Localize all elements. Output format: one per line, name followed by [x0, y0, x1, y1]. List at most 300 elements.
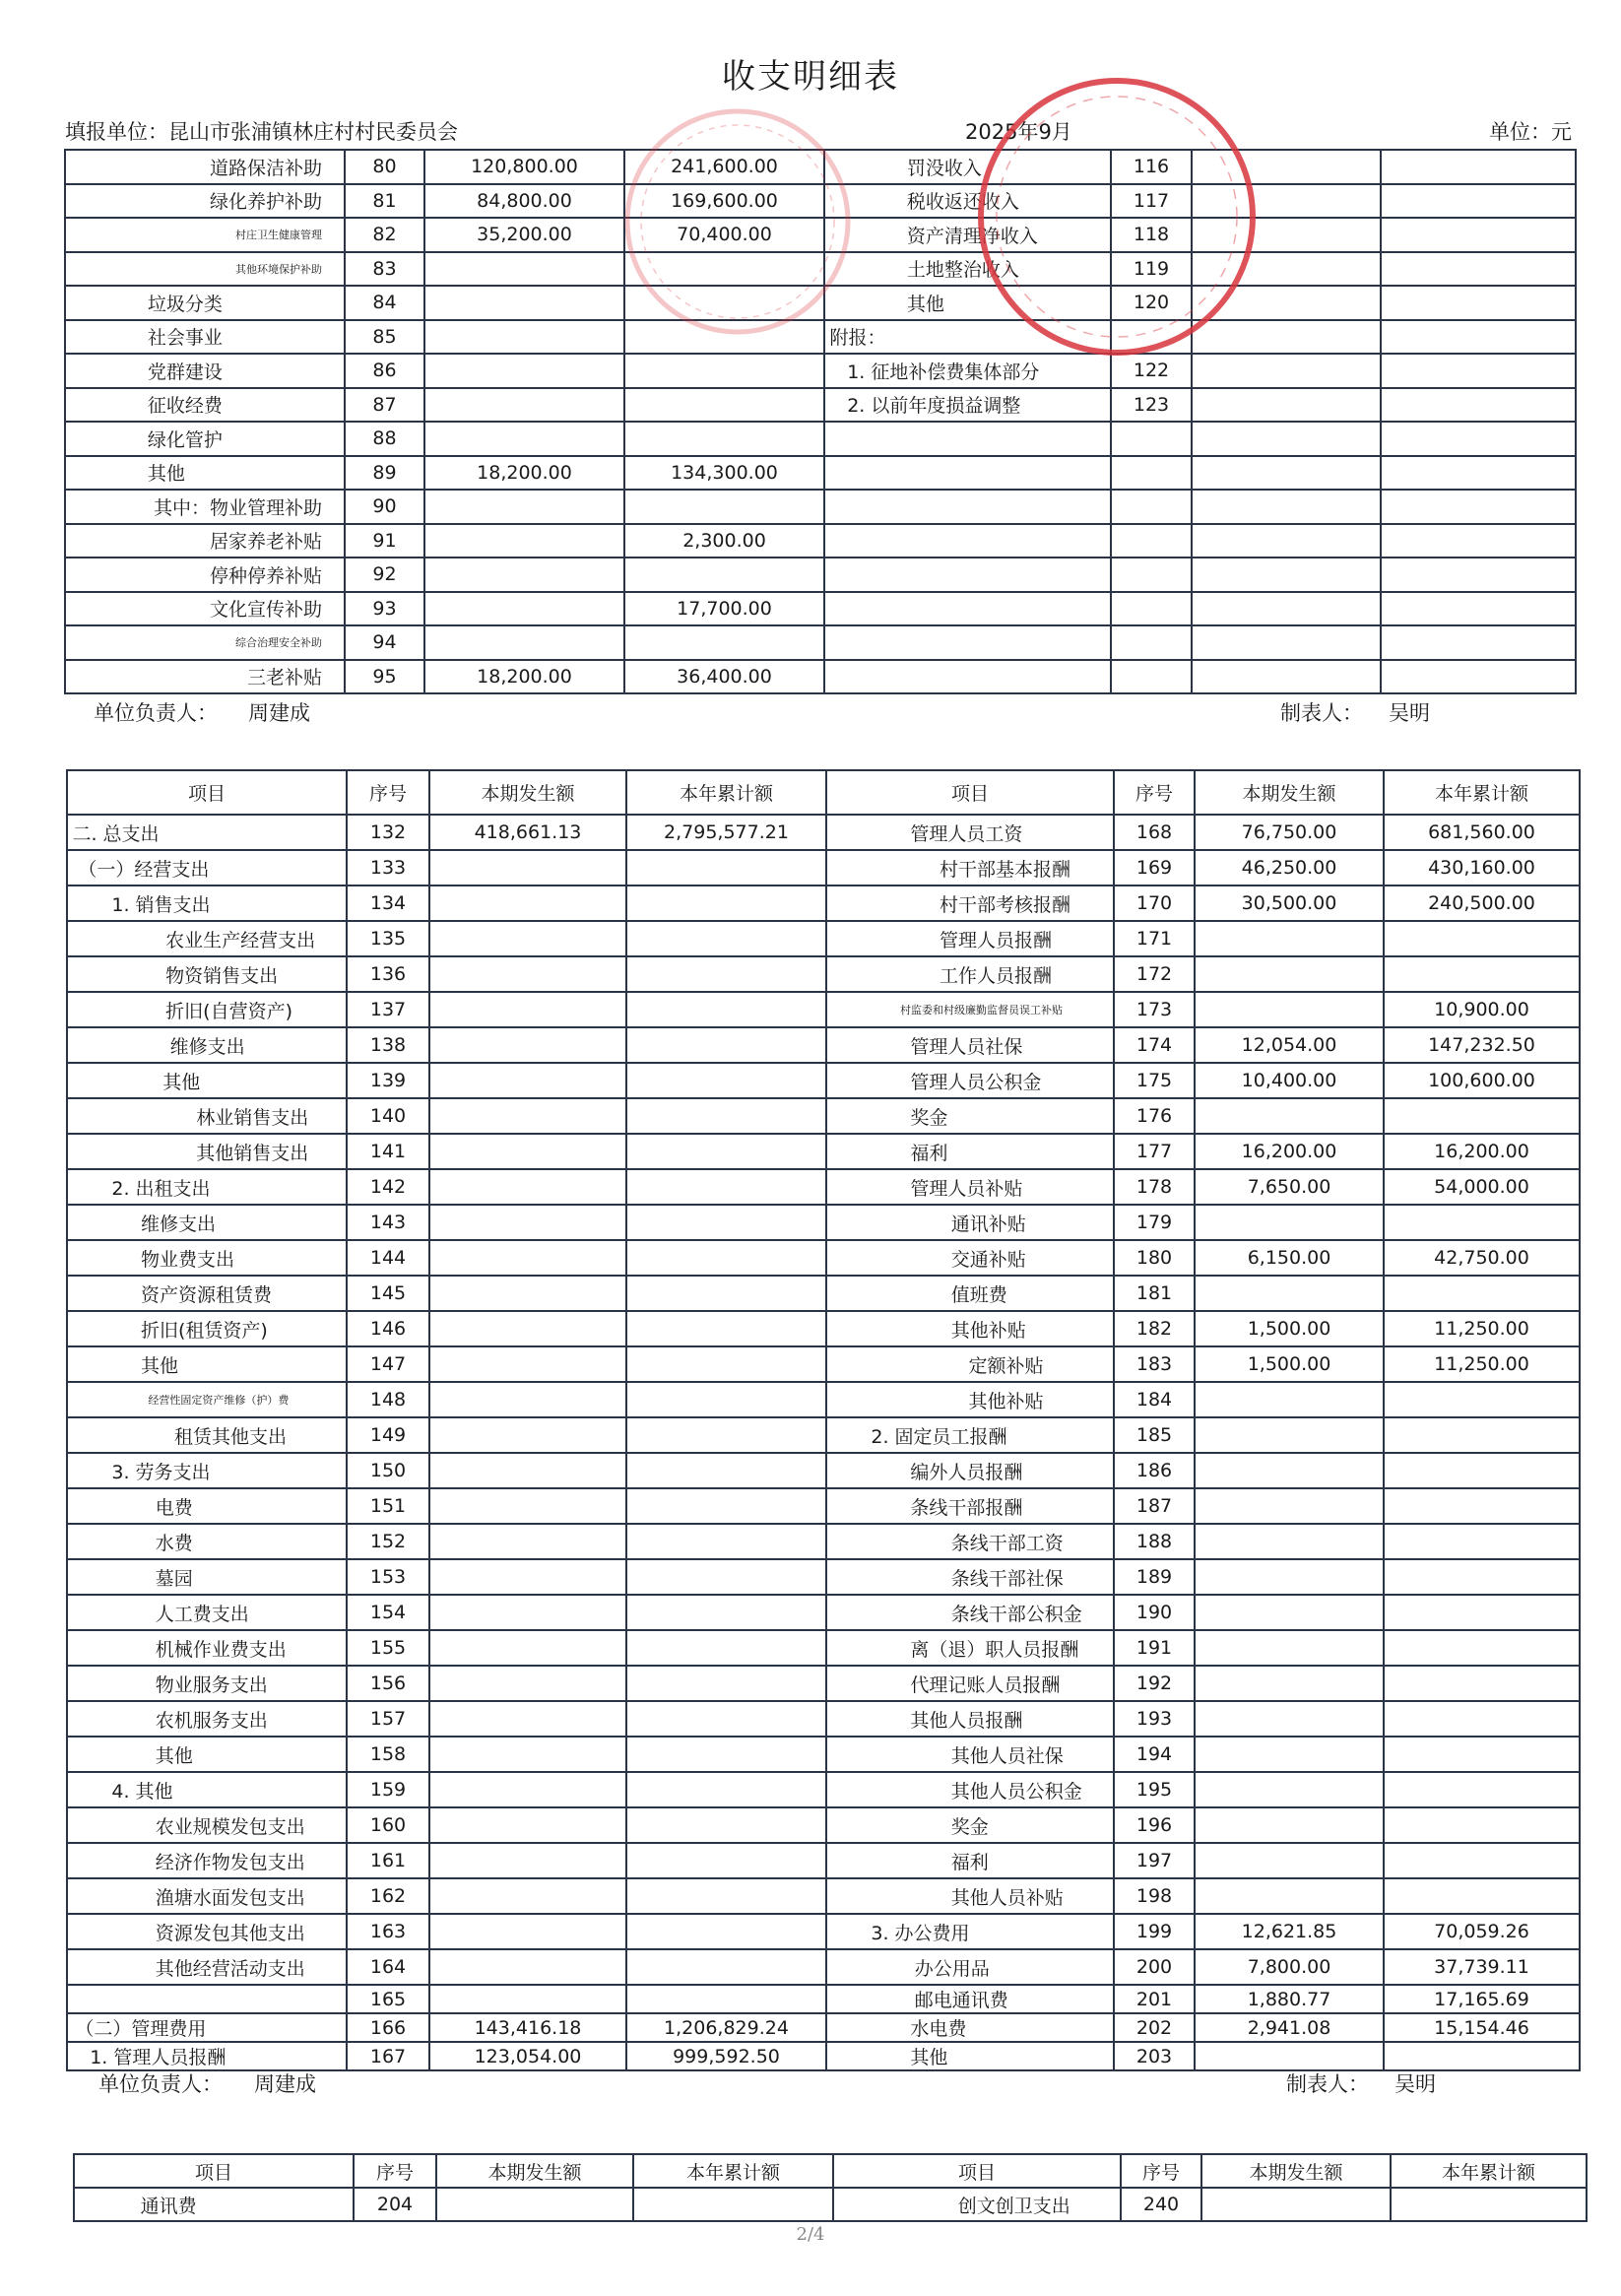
current-amount — [429, 1985, 626, 2013]
current-amount — [429, 1311, 626, 1346]
ytd-amount — [626, 956, 826, 992]
current-amount — [424, 524, 624, 558]
item-right — [824, 625, 1111, 660]
current-amount — [424, 558, 624, 592]
item: 其他 — [65, 456, 345, 491]
current-amount — [429, 1417, 626, 1453]
seq-right: 188 — [1114, 1524, 1195, 1559]
ytd-amount-right — [1384, 1701, 1580, 1737]
current-amount-right — [1195, 1807, 1384, 1843]
seq: 140 — [347, 1098, 429, 1134]
current-amount — [424, 592, 624, 626]
current-amount — [424, 422, 624, 456]
current-amount — [424, 354, 624, 388]
table-row — [65, 456, 1576, 491]
seq-right: 171 — [1114, 921, 1195, 956]
item: 资源发包其他支出 — [67, 1914, 347, 1949]
item-right: 定额补贴 — [826, 1346, 1114, 1382]
ytd-amount — [626, 1276, 826, 1311]
item-right: 3. 办公费用 — [826, 1914, 1114, 1949]
seq-right: 185 — [1114, 1417, 1195, 1453]
item-right: 村干部基本报酬 — [826, 850, 1114, 886]
item: （一）经营支出 — [67, 850, 347, 886]
table-row — [67, 1488, 1580, 1524]
column-header-seq-right: 序号 — [1121, 2154, 1201, 2188]
current-amount-right — [1195, 1666, 1384, 1701]
seq: 136 — [347, 956, 429, 992]
expense-detail-table-continued — [73, 2153, 1588, 2222]
ytd-amount-right: 11,250.00 — [1384, 1311, 1580, 1346]
seq-right: 240 — [1121, 2188, 1201, 2221]
column-header-current-amount-right: 本期发生额 — [1201, 2154, 1391, 2188]
seq-right: 174 — [1114, 1027, 1195, 1063]
currency-unit: 单位：元 — [1489, 120, 1572, 144]
current-amount — [429, 1134, 626, 1169]
current-amount: 84,800.00 — [424, 184, 624, 219]
current-amount-right — [1192, 150, 1381, 184]
current-amount — [424, 286, 624, 320]
seq: 94 — [345, 625, 424, 660]
table-row — [65, 218, 1576, 252]
table-row — [67, 1985, 1580, 2013]
current-amount — [429, 850, 626, 886]
item: 维修支出 — [67, 1205, 347, 1240]
seq-right: 196 — [1114, 1807, 1195, 1843]
ytd-amount-right — [1384, 1843, 1580, 1878]
ytd-amount: 70,400.00 — [624, 218, 824, 252]
seq-right: 195 — [1114, 1772, 1195, 1807]
ytd-amount-right — [1381, 524, 1576, 558]
item-right: 罚没收入 — [824, 150, 1111, 184]
seq: 158 — [347, 1737, 429, 1772]
seq: 83 — [345, 252, 424, 287]
current-amount-right — [1195, 1595, 1384, 1630]
current-amount-right — [1195, 1205, 1384, 1240]
current-amount — [429, 1276, 626, 1311]
income-detail-table — [64, 149, 1577, 694]
table-row — [65, 558, 1576, 592]
seq-right: 192 — [1114, 1666, 1195, 1701]
current-amount-right — [1195, 1701, 1384, 1737]
preparer-label: 制表人： — [1280, 701, 1363, 725]
current-amount — [429, 1098, 626, 1134]
item: 村庄卫生健康管理 — [65, 218, 345, 252]
item: 其他 — [67, 1063, 347, 1098]
seq-right — [1111, 490, 1192, 524]
column-header-item: 项目 — [74, 2154, 354, 2188]
current-amount — [429, 1488, 626, 1524]
current-amount-right: 46,250.00 — [1195, 850, 1384, 886]
seq: 162 — [347, 1878, 429, 1914]
ytd-amount — [626, 921, 826, 956]
item: （二）管理费用 — [67, 2013, 347, 2042]
ytd-amount — [626, 1985, 826, 2013]
item: 绿化管护 — [65, 422, 345, 456]
seq: 157 — [347, 1701, 429, 1737]
ytd-amount-right: 681,560.00 — [1384, 815, 1580, 850]
seq: 133 — [347, 850, 429, 886]
item: 综合治理安全补助 — [65, 625, 345, 660]
item-right — [824, 490, 1111, 524]
table-row — [67, 956, 1580, 992]
ytd-amount — [633, 2188, 833, 2221]
column-header-item-right: 项目 — [826, 770, 1114, 815]
table-row — [67, 1737, 1580, 1772]
ytd-amount-right — [1384, 1737, 1580, 1772]
current-amount-right — [1195, 1276, 1384, 1311]
seq: 90 — [345, 490, 424, 524]
item: 三老补贴 — [65, 660, 345, 694]
item-right: 附报： — [824, 320, 1111, 355]
current-amount — [429, 886, 626, 921]
seq-right: 198 — [1114, 1878, 1195, 1914]
current-amount — [429, 1914, 626, 1949]
ytd-amount-right — [1381, 252, 1576, 287]
unit-leader-label-2: 单位负责人： — [98, 2072, 223, 2096]
ytd-amount — [624, 558, 824, 592]
item: 其他环境保护补助 — [65, 252, 345, 287]
table-row — [65, 184, 1576, 219]
column-header-ytd-amount-right: 本年累计额 — [1391, 2154, 1587, 2188]
ytd-amount-right — [1384, 1205, 1580, 1240]
table-row — [65, 422, 1576, 456]
seq: 150 — [347, 1453, 429, 1488]
item: 停种停养补贴 — [65, 558, 345, 592]
item-right: 管理人员工资 — [826, 815, 1114, 850]
current-amount — [429, 1453, 626, 1488]
item-right: 交通补贴 — [826, 1240, 1114, 1276]
item-right — [824, 422, 1111, 456]
table-header-row — [67, 770, 1580, 815]
table-row — [67, 1772, 1580, 1807]
item-right: 其他补贴 — [826, 1311, 1114, 1346]
ytd-amount-right — [1384, 1276, 1580, 1311]
seq: 149 — [347, 1417, 429, 1453]
current-amount-right — [1192, 456, 1381, 491]
seq-right: 119 — [1111, 252, 1192, 287]
seq-right: 203 — [1114, 2042, 1195, 2070]
seq-right: 197 — [1114, 1843, 1195, 1878]
current-amount-right — [1201, 2188, 1391, 2221]
item: 农机服务支出 — [67, 1701, 347, 1737]
item-right: 奖金 — [826, 1807, 1114, 1843]
current-amount-right — [1192, 252, 1381, 287]
item-right: 奖金 — [826, 1098, 1114, 1134]
table-row — [67, 1417, 1580, 1453]
seq-right — [1111, 660, 1192, 694]
ytd-amount — [624, 490, 824, 524]
ytd-amount — [626, 1098, 826, 1134]
table-row — [67, 1878, 1580, 1914]
current-amount — [429, 1807, 626, 1843]
current-amount — [429, 1878, 626, 1914]
seq-right: 199 — [1114, 1914, 1195, 1949]
seq-right: 186 — [1114, 1453, 1195, 1488]
current-amount-right — [1192, 490, 1381, 524]
current-amount-right — [1192, 524, 1381, 558]
column-header-item-right: 项目 — [833, 2154, 1121, 2188]
seq: 84 — [345, 286, 424, 320]
item: 渔塘水面发包支出 — [67, 1878, 347, 1914]
current-amount-right — [1192, 660, 1381, 694]
table-row — [67, 2042, 1580, 2070]
column-header-ytd-amount: 本年累计额 — [626, 770, 826, 815]
table-row — [67, 1382, 1580, 1417]
seq: 154 — [347, 1595, 429, 1630]
item: 其他销售支出 — [67, 1134, 347, 1169]
current-amount-right — [1195, 921, 1384, 956]
current-amount-right — [1195, 1524, 1384, 1559]
item: 文化宣传补助 — [65, 592, 345, 626]
unit-leader-name-2: 周建成 — [254, 2072, 316, 2096]
seq: 85 — [345, 320, 424, 355]
report-period: 2025年9月 — [965, 120, 1072, 144]
column-header-seq: 序号 — [347, 770, 429, 815]
ytd-amount-right: 10,900.00 — [1384, 992, 1580, 1027]
current-amount — [429, 1843, 626, 1878]
current-amount-right — [1192, 354, 1381, 388]
seq-right: 187 — [1114, 1488, 1195, 1524]
preparer-name-2: 吴明 — [1394, 2072, 1436, 2096]
seq-right: 184 — [1114, 1382, 1195, 1417]
item: 电费 — [67, 1488, 347, 1524]
ytd-amount: 134,300.00 — [624, 456, 824, 491]
item-right: 管理人员公积金 — [826, 1063, 1114, 1098]
current-amount — [424, 320, 624, 355]
ytd-amount — [626, 1772, 826, 1807]
seq: 159 — [347, 1772, 429, 1807]
table-row — [74, 2188, 1587, 2221]
item-right — [824, 592, 1111, 626]
table-row — [65, 354, 1576, 388]
ytd-amount-right — [1384, 1807, 1580, 1843]
ytd-amount — [626, 1134, 826, 1169]
column-header-ytd-amount-right: 本年累计额 — [1384, 770, 1580, 815]
table-row — [65, 660, 1576, 694]
ytd-amount: 241,600.00 — [624, 150, 824, 184]
ytd-amount-right — [1384, 1417, 1580, 1453]
item-right: 工作人员报酬 — [826, 956, 1114, 992]
seq-right: 175 — [1114, 1063, 1195, 1098]
ytd-amount-right — [1381, 490, 1576, 524]
item-right: 水电费 — [826, 2013, 1114, 2042]
item: 二. 总支出 — [67, 815, 347, 850]
seq-right: 181 — [1114, 1276, 1195, 1311]
table-row — [67, 1807, 1580, 1843]
table-row — [67, 1311, 1580, 1346]
item: 垃圾分类 — [65, 286, 345, 320]
table-row — [67, 886, 1580, 921]
item: 墓园 — [67, 1559, 347, 1595]
column-header-seq-right: 序号 — [1114, 770, 1195, 815]
seq: 155 — [347, 1630, 429, 1666]
item: 居家养老补贴 — [65, 524, 345, 558]
current-amount — [424, 625, 624, 660]
item: 其他经营活动支出 — [67, 1949, 347, 1985]
ytd-amount — [626, 1559, 826, 1595]
table-row — [65, 592, 1576, 626]
ytd-amount — [626, 1488, 826, 1524]
seq: 134 — [347, 886, 429, 921]
ytd-amount-right — [1384, 1666, 1580, 1701]
current-amount-right: 7,650.00 — [1195, 1169, 1384, 1205]
table-header-row — [74, 2154, 1587, 2188]
seq: 144 — [347, 1240, 429, 1276]
ytd-amount-right — [1381, 422, 1576, 456]
item-right: 办公用品 — [826, 1949, 1114, 1985]
ytd-amount-right — [1384, 2042, 1580, 2070]
ytd-amount — [624, 422, 824, 456]
item: 农业生产经营支出 — [67, 921, 347, 956]
table-row — [67, 1630, 1580, 1666]
ytd-amount-right — [1381, 184, 1576, 219]
seq-right: 169 — [1114, 850, 1195, 886]
current-amount — [429, 1595, 626, 1630]
item-right: 其他人员社保 — [826, 1737, 1114, 1772]
preparer-name: 吴明 — [1389, 701, 1430, 725]
ytd-amount-right: 11,250.00 — [1384, 1346, 1580, 1382]
seq: 160 — [347, 1807, 429, 1843]
preparer-label-2: 制表人： — [1286, 2072, 1369, 2096]
current-amount-right: 10,400.00 — [1195, 1063, 1384, 1098]
item-right: 编外人员报酬 — [826, 1453, 1114, 1488]
seq-right: 177 — [1114, 1134, 1195, 1169]
table-row — [67, 1276, 1580, 1311]
seq: 138 — [347, 1027, 429, 1063]
item: 折旧(自营资产) — [67, 992, 347, 1027]
ytd-amount — [626, 1240, 826, 1276]
seq-right: 194 — [1114, 1737, 1195, 1772]
item-right — [824, 558, 1111, 592]
current-amount — [429, 1666, 626, 1701]
ytd-amount-right: 42,750.00 — [1384, 1240, 1580, 1276]
ytd-amount-right — [1384, 1098, 1580, 1134]
seq: 88 — [345, 422, 424, 456]
current-amount — [429, 921, 626, 956]
table-row — [65, 625, 1576, 660]
seq-right: 191 — [1114, 1630, 1195, 1666]
ytd-amount-right: 100,600.00 — [1384, 1063, 1580, 1098]
ytd-amount — [626, 1063, 826, 1098]
ytd-amount — [624, 354, 824, 388]
seq: 86 — [345, 354, 424, 388]
table-row — [65, 150, 1576, 184]
item-right: 1. 征地补偿费集体部分 — [824, 354, 1111, 388]
ytd-amount-right — [1381, 592, 1576, 626]
seq-right: 200 — [1114, 1949, 1195, 1985]
ytd-amount: 36,400.00 — [624, 660, 824, 694]
table-row — [67, 1346, 1580, 1382]
ytd-amount — [626, 1807, 826, 1843]
seq: 151 — [347, 1488, 429, 1524]
current-amount-right: 1,880.77 — [1195, 1985, 1384, 2013]
item-right: 其他人员公积金 — [826, 1772, 1114, 1807]
item: 绿化养护补助 — [65, 184, 345, 219]
item: 物业费支出 — [67, 1240, 347, 1276]
ytd-amount — [624, 320, 824, 355]
ytd-amount-right: 147,232.50 — [1384, 1027, 1580, 1063]
ytd-amount: 999,592.50 — [626, 2042, 826, 2070]
table-row — [67, 815, 1580, 850]
ytd-amount-right — [1384, 1382, 1580, 1417]
seq: 81 — [345, 184, 424, 219]
page-number: 2/4 — [796, 2224, 825, 2245]
current-amount: 143,416.18 — [429, 2013, 626, 2042]
seq-right: 176 — [1114, 1098, 1195, 1134]
table-row — [67, 1169, 1580, 1205]
current-amount: 418,661.13 — [429, 815, 626, 850]
current-amount — [424, 490, 624, 524]
ytd-amount — [626, 1949, 826, 1985]
ytd-amount — [626, 1205, 826, 1240]
seq: 156 — [347, 1666, 429, 1701]
seq-right: 168 — [1114, 815, 1195, 850]
ytd-amount-right: 15,154.46 — [1384, 2013, 1580, 2042]
item: 1. 管理人员报酬 — [67, 2042, 347, 2070]
ytd-amount — [626, 1878, 826, 1914]
item-right: 2. 以前年度损益调整 — [824, 388, 1111, 423]
current-amount-right: 12,621.85 — [1195, 1914, 1384, 1949]
reporting-unit: 填报单位：昆山市张浦镇林庄村村民委员会 — [65, 120, 458, 144]
table-row — [67, 850, 1580, 886]
seq-right — [1111, 422, 1192, 456]
item: 其他 — [67, 1737, 347, 1772]
ytd-amount-right: 70,059.26 — [1384, 1914, 1580, 1949]
item-right: 村监委和村级廉勤监督员误工补贴 — [826, 992, 1114, 1027]
ytd-amount — [626, 1914, 826, 1949]
current-amount-right — [1192, 184, 1381, 219]
current-amount-right — [1192, 218, 1381, 252]
current-amount — [429, 1169, 626, 1205]
ytd-amount: 17,700.00 — [624, 592, 824, 626]
current-amount — [429, 1630, 626, 1666]
current-amount-right: 16,200.00 — [1195, 1134, 1384, 1169]
seq: 95 — [345, 660, 424, 694]
seq-right — [1111, 592, 1192, 626]
item-right: 条线干部报酬 — [826, 1488, 1114, 1524]
current-amount — [429, 956, 626, 992]
table-row — [65, 286, 1576, 320]
ytd-amount: 2,300.00 — [624, 524, 824, 558]
item-right: 资产清理净收入 — [824, 218, 1111, 252]
current-amount: 123,054.00 — [429, 2042, 626, 2070]
table-row — [67, 1949, 1580, 1985]
ytd-amount-right — [1384, 1524, 1580, 1559]
ytd-amount-right: 54,000.00 — [1384, 1169, 1580, 1205]
item-right — [824, 524, 1111, 558]
table-row — [67, 1701, 1580, 1737]
seq: 166 — [347, 2013, 429, 2042]
ytd-amount — [626, 850, 826, 886]
current-amount — [429, 1559, 626, 1595]
item-right: 离（退）职人员报酬 — [826, 1630, 1114, 1666]
ytd-amount-right — [1381, 150, 1576, 184]
item-right: 代理记账人员报酬 — [826, 1666, 1114, 1701]
seq: 142 — [347, 1169, 429, 1205]
item-right: 其他 — [826, 2042, 1114, 2070]
item: 其中：物业管理补助 — [65, 490, 345, 524]
seq: 161 — [347, 1843, 429, 1878]
ytd-amount — [626, 1666, 826, 1701]
table-row — [67, 1063, 1580, 1098]
item: 2. 出租支出 — [67, 1169, 347, 1205]
ytd-amount: 2,795,577.21 — [626, 815, 826, 850]
seq: 135 — [347, 921, 429, 956]
ytd-amount-right — [1381, 218, 1576, 252]
current-amount-right: 76,750.00 — [1195, 815, 1384, 850]
item-right: 2. 固定员工报酬 — [826, 1417, 1114, 1453]
item-right: 其他人员报酬 — [826, 1701, 1114, 1737]
